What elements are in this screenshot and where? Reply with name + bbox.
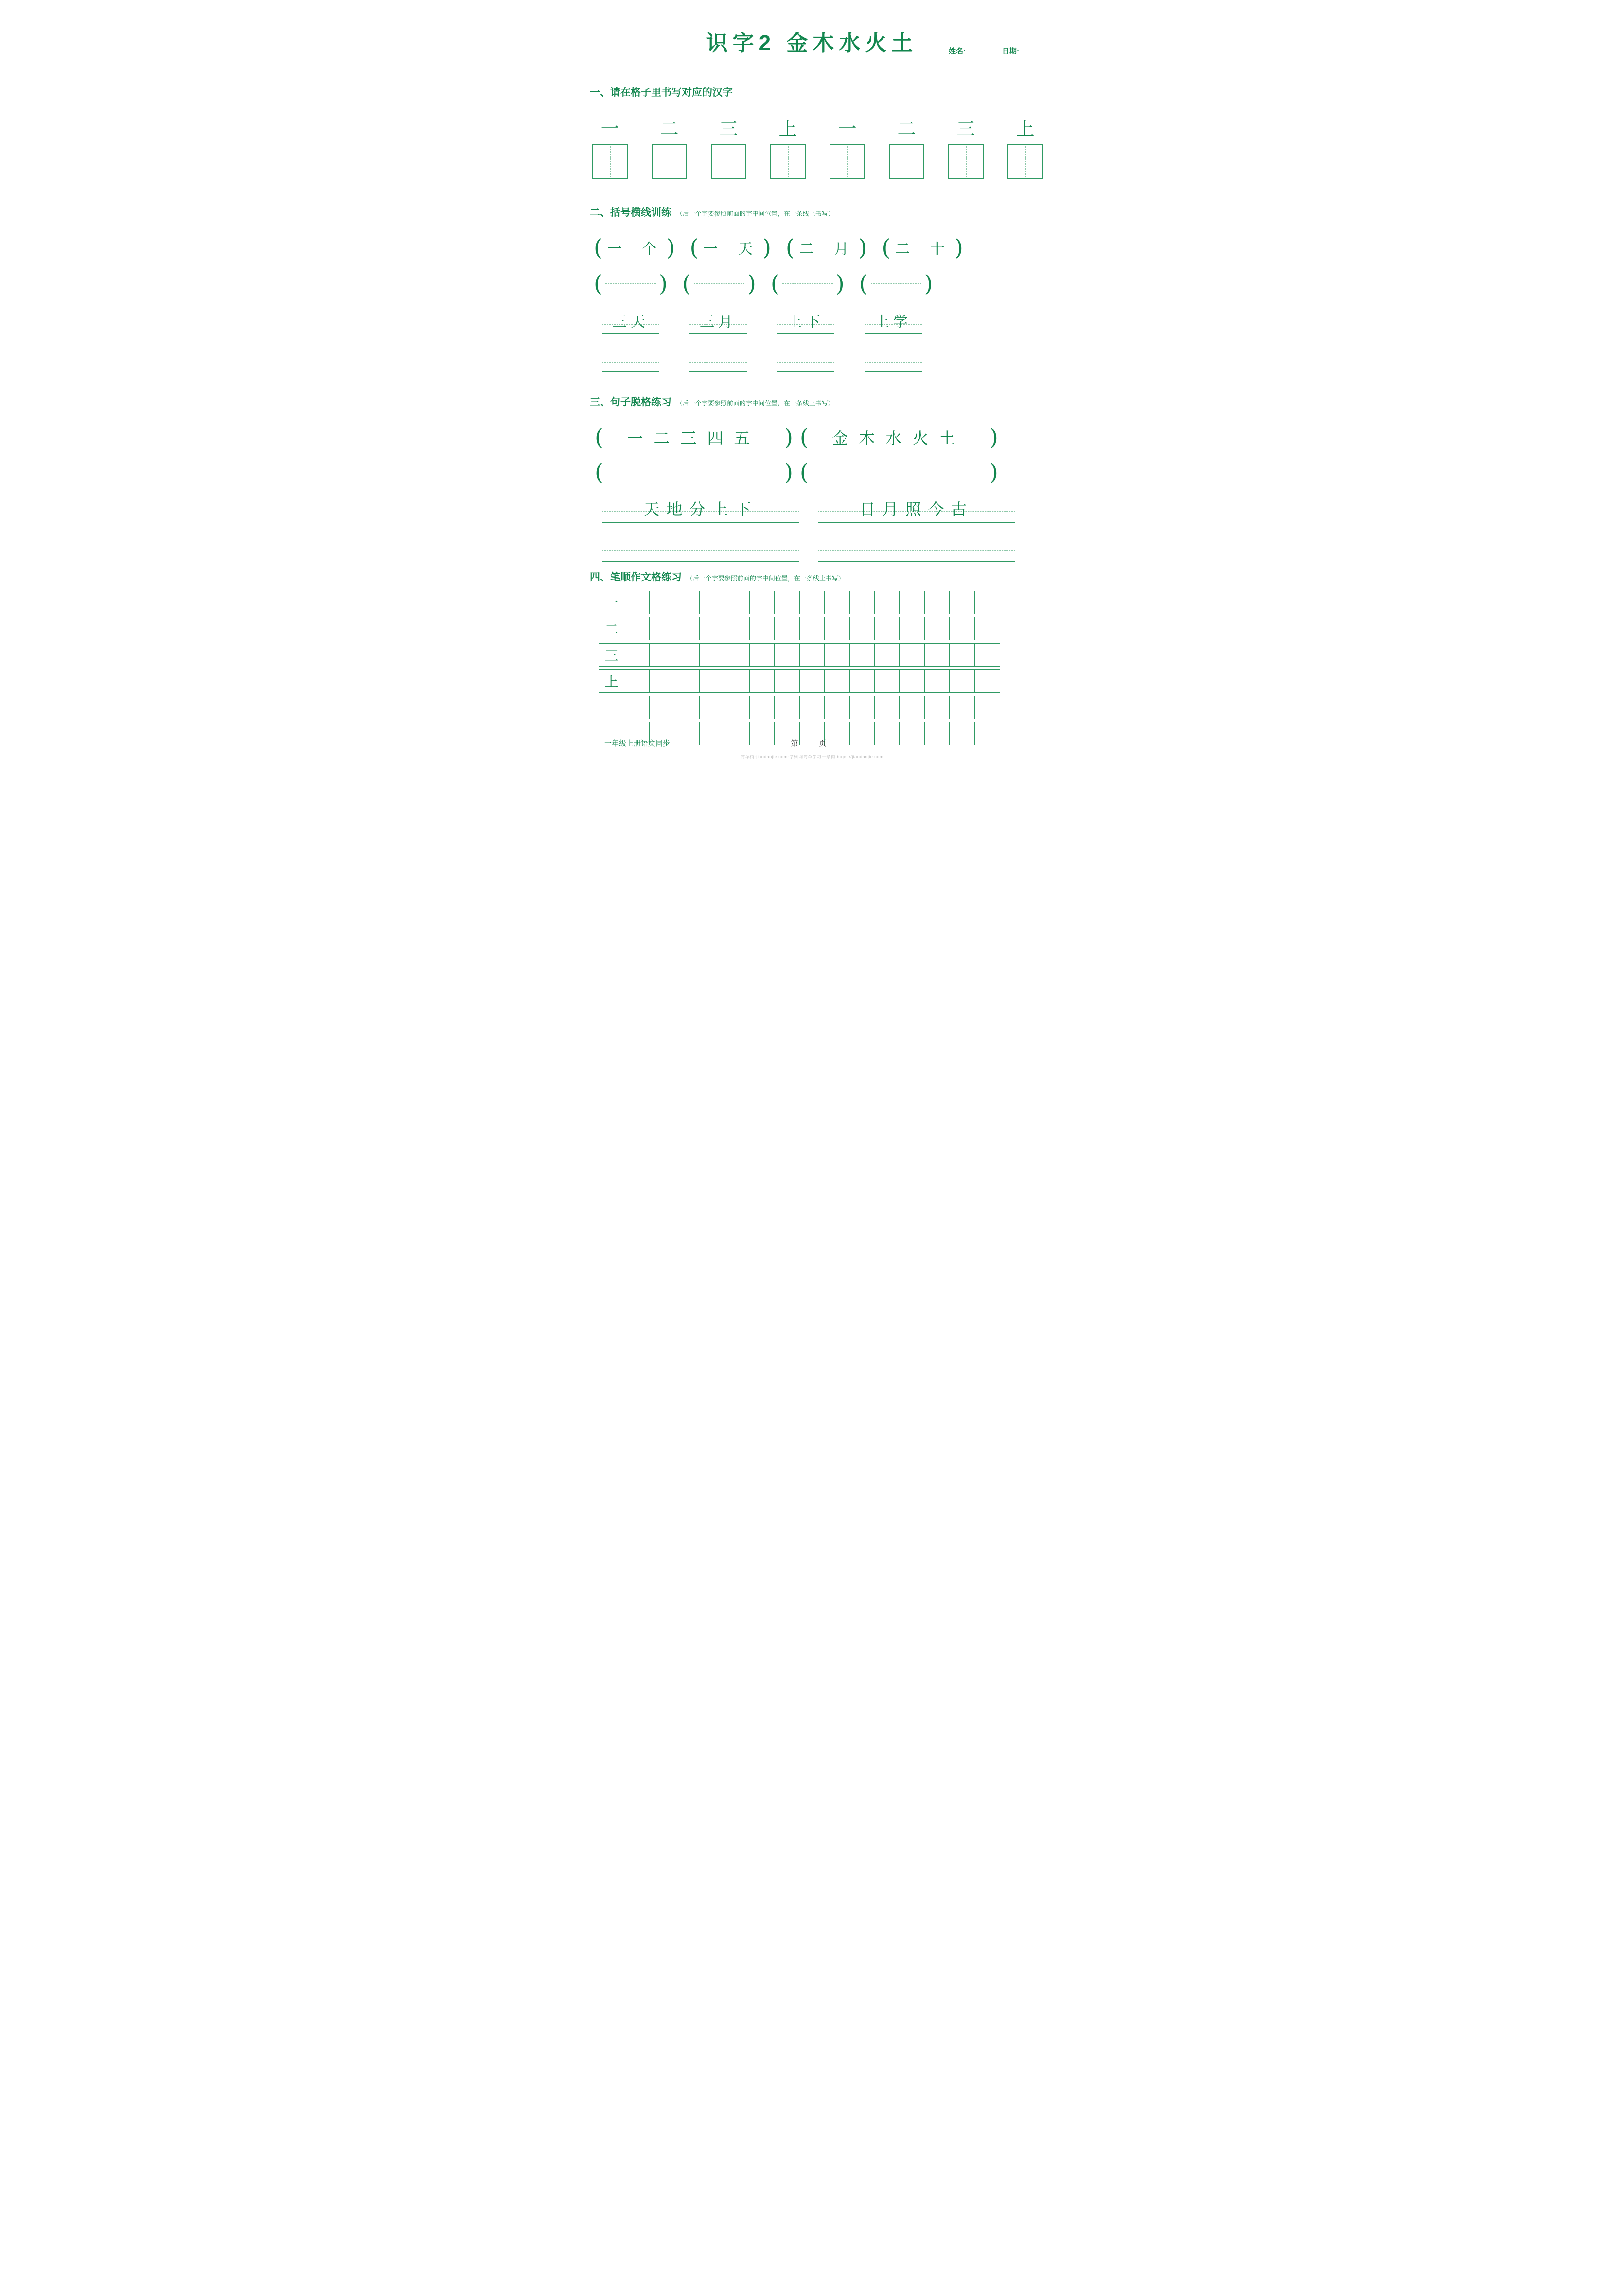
practice-column [711, 114, 746, 179]
model-sentence: 日月照今古 [859, 500, 974, 519]
footer-page-number: 第 页 [791, 739, 833, 748]
section3-heading-text: 三、句子脱格练习 [590, 397, 671, 408]
sentence-line-content [809, 424, 989, 450]
tian-grid-box [770, 144, 806, 179]
tian-grid-box [889, 144, 924, 179]
stroke-grid-cell [824, 643, 850, 667]
stroke-grid-cell [949, 696, 975, 719]
sentence-line-content [603, 424, 784, 450]
stroke-grid-row [599, 643, 1083, 667]
dashed-guide-line [602, 362, 659, 363]
blank-writing-line [865, 350, 922, 372]
stroke-grid-cell [974, 669, 1000, 693]
close-paren: ) [658, 270, 668, 297]
model-character: 一 [838, 118, 857, 140]
blank-writing-line [602, 536, 799, 562]
page-title: 识字2 金木水火土 [706, 31, 918, 55]
tian-grid-box [652, 144, 687, 179]
sentence-blank-brackets-row [595, 457, 1083, 487]
open-paren: ( [882, 234, 891, 261]
worksheet-page [541, 0, 1083, 762]
stroke-grid-cell [699, 617, 724, 640]
stroke-grid-cell [774, 669, 800, 693]
stroke-grid-cell [924, 591, 950, 614]
section-write-characters [541, 85, 1083, 179]
open-paren: ( [785, 234, 794, 261]
model-word: 三天 [612, 314, 649, 331]
bracket-word-group [689, 236, 771, 259]
sentence-bracket-group [595, 424, 793, 450]
bracket-word-group [594, 236, 675, 259]
section4-note: （后一个字要参照前面的字中间位置，在一条线上书写） [686, 575, 845, 582]
worksheet-header [541, 0, 1083, 56]
blank-writing-line [818, 536, 1015, 562]
open-paren: ( [799, 424, 809, 450]
open-paren: ( [594, 270, 602, 297]
stroke-grid-cell [849, 591, 875, 614]
section2-heading [590, 205, 1083, 219]
footer-book-title: 一年级上册语文同步 [604, 739, 671, 748]
stroke-grid-cell [674, 643, 700, 667]
practice-column [770, 114, 806, 179]
word-writing-line [689, 312, 747, 334]
stroke-grid-cell [724, 643, 750, 667]
stroke-grid-cell [849, 617, 875, 640]
section-sentence-practice [541, 394, 1083, 562]
word-blank-lines-row [602, 350, 1083, 372]
section4-heading-text: 四、笔顺作文格练习 [590, 572, 682, 583]
stroke-grid-first-cell: 三 [599, 643, 624, 667]
close-paren: ) [784, 424, 793, 450]
stroke-grid-cell [749, 696, 775, 719]
open-paren: ( [799, 459, 809, 485]
stroke-grid-cell [799, 643, 825, 667]
open-paren: ( [689, 234, 699, 261]
stroke-grid-cell [799, 669, 825, 693]
stroke-grid-cell [874, 617, 900, 640]
stroke-grid-cell [874, 696, 900, 719]
stroke-grid-cell [924, 643, 950, 667]
bracket-word-group [882, 236, 963, 259]
tian-grid-box [830, 144, 865, 179]
stroke-grid-cell [774, 617, 800, 640]
section2-heading-text: 二、括号横线训练 [590, 207, 671, 218]
stroke-grid-cell [924, 696, 950, 719]
model-word: 三月 [700, 314, 737, 331]
section-stroke-grid-practice [541, 569, 1083, 745]
stroke-grid-cell [949, 643, 975, 667]
open-paren: ( [682, 270, 691, 297]
model-character: 一 [600, 118, 619, 140]
stroke-grid-row [599, 696, 1083, 719]
model-character: 二 [897, 118, 916, 140]
stroke-grid-cell [774, 696, 800, 719]
blank-writing-line [602, 350, 659, 372]
sentence-writing-line [818, 497, 1015, 523]
stroke-grid-cell [974, 591, 1000, 614]
bracket-word: 二 月 [799, 241, 857, 258]
bracket-blank-group [771, 272, 845, 295]
stroke-grid-cell [699, 643, 724, 667]
section3-note: （后一个字要参照前面的字中间位置，在一条线上书写） [676, 400, 834, 407]
model-sentence: 金木水火土 [832, 428, 966, 448]
bracket-blank-group [594, 272, 668, 295]
dashed-writing-line [782, 283, 833, 284]
bracket-word-group [786, 236, 867, 259]
bracket-blank-row [594, 269, 1083, 298]
model-character: 上 [778, 118, 797, 140]
stroke-grid-cell [624, 617, 650, 640]
stroke-grid-cell [824, 669, 850, 693]
stroke-grid-cell [749, 669, 775, 693]
stroke-grid-cell [949, 591, 975, 614]
model-character: 三 [956, 118, 975, 140]
sentence-brackets-row [595, 422, 1083, 452]
stroke-grid-cell [899, 591, 925, 614]
stroke-grid-cell [824, 591, 850, 614]
section4-heading [590, 569, 1083, 584]
blank-line-content [603, 459, 784, 485]
open-paren: ( [859, 270, 868, 297]
stroke-grid-cell [674, 669, 700, 693]
stroke-grid-first-cell: 上 [599, 669, 624, 693]
sentence-writing-line [602, 497, 799, 523]
stroke-grid-cell [649, 617, 674, 640]
bracket-word: 一 个 [607, 241, 665, 258]
stroke-grid-cell [824, 696, 850, 719]
stroke-grid-cell [724, 669, 750, 693]
stroke-grid-cell [724, 591, 750, 614]
open-paren: ( [595, 424, 603, 450]
sentence-blank-bracket-group [595, 459, 793, 485]
practice-column [830, 114, 865, 179]
sentence-blank-bracket-group [800, 459, 998, 485]
stroke-grid-cell [699, 696, 724, 719]
practice-column [948, 114, 984, 179]
stroke-grid-cell [824, 617, 850, 640]
model-word: 上学 [875, 314, 912, 331]
blank-line-content [809, 459, 989, 485]
stroke-grid-cell [924, 669, 950, 693]
date-label: 日期: [1002, 47, 1019, 55]
model-character: 上 [1016, 118, 1035, 140]
word-writing-line [777, 312, 834, 334]
model-word: 上下 [787, 314, 824, 331]
open-paren: ( [770, 270, 779, 297]
stroke-grid-cell [649, 643, 674, 667]
dashed-guide-line [602, 550, 799, 551]
stroke-grid-cell [674, 696, 700, 719]
stroke-grid-cell [749, 591, 775, 614]
stroke-grid-cell [799, 591, 825, 614]
stroke-grid-cell [624, 696, 650, 719]
vertical-dash-guide [966, 146, 967, 177]
stroke-grid-cell [674, 591, 700, 614]
close-paren: ) [989, 459, 998, 485]
stroke-grid-cell [774, 643, 800, 667]
vertical-dash-guide [1025, 146, 1026, 177]
close-paren: ) [784, 459, 793, 485]
stroke-grid-cell [974, 696, 1000, 719]
model-character: 三 [719, 118, 738, 140]
stroke-grid-cell [949, 617, 975, 640]
bracket-words-row [594, 233, 1083, 262]
dashed-guide-line [818, 550, 1015, 551]
stroke-grid-cell [949, 669, 975, 693]
stroke-grid-cell [674, 617, 700, 640]
close-paren: ) [954, 234, 963, 261]
stroke-grid-cell [874, 643, 900, 667]
stroke-grid-cell [874, 591, 900, 614]
model-sentence: 天地分上下 [643, 500, 758, 519]
stroke-grid-first-cell [599, 696, 624, 719]
stroke-grid-cell [799, 617, 825, 640]
practice-column [592, 114, 628, 179]
stroke-grid-first-cell: 一 [599, 591, 624, 614]
tian-grid-box [1007, 144, 1043, 179]
section1-heading: 一、请在格子里书写对应的汉字 [590, 87, 733, 98]
stroke-grid-cell [899, 617, 925, 640]
stroke-grid-cell [849, 643, 875, 667]
model-sentence: 一二三四五 [627, 428, 761, 448]
word-writing-line [602, 312, 659, 334]
section3-heading [590, 394, 1083, 409]
stroke-grid [599, 591, 1083, 745]
dashed-writing-line [871, 283, 921, 284]
practice-grid-row [592, 114, 1083, 179]
stroke-grid-cell [924, 617, 950, 640]
word-lines-row [602, 312, 1083, 334]
sentence-blank-lines-row [602, 536, 1083, 562]
practice-column [1007, 114, 1043, 179]
stroke-grid-cell [649, 591, 674, 614]
dashed-writing-line [605, 283, 656, 284]
section2-note: （后一个字要参照前面的字中间位置，在一条线上书写） [676, 210, 834, 217]
stroke-grid-cell [974, 643, 1000, 667]
stroke-grid-cell [749, 643, 775, 667]
stroke-grid-cell [974, 617, 1000, 640]
dashed-writing-line [694, 283, 744, 284]
sentence-lines-row [602, 497, 1083, 523]
stroke-grid-row [599, 591, 1083, 614]
bracket-word: 二 十 [895, 241, 953, 258]
stroke-grid-cell [699, 669, 724, 693]
tian-grid-box [592, 144, 628, 179]
vertical-dash-guide [788, 146, 789, 177]
practice-column [652, 114, 687, 179]
model-character: 二 [660, 118, 679, 140]
dashed-guide-line [777, 362, 834, 363]
stroke-grid-cell [649, 696, 674, 719]
dashed-guide-line [689, 362, 747, 363]
stroke-grid-cell [624, 643, 650, 667]
stroke-grid-cell [724, 696, 750, 719]
stroke-grid-cell [774, 591, 800, 614]
blank-writing-line [689, 350, 747, 372]
vertical-dash-guide [610, 146, 611, 177]
close-paren: ) [835, 270, 845, 297]
close-paren: ) [924, 270, 933, 297]
bracket-word: 一 天 [703, 241, 760, 258]
name-label: 姓名: [949, 47, 966, 55]
vertical-dash-guide [847, 146, 848, 177]
stroke-grid-cell [899, 669, 925, 693]
close-paren: ) [747, 270, 756, 297]
close-paren: ) [666, 234, 675, 261]
footer-watermark: 简单街-jiandanjie.com-学科网简单学习一条街 https://jiandanjie.com [741, 755, 883, 759]
close-paren: ) [858, 234, 867, 261]
close-paren: ) [989, 424, 998, 450]
section-bracket-training [541, 205, 1083, 372]
dashed-guide-line [865, 362, 922, 363]
stroke-grid-cell [624, 591, 650, 614]
close-paren: ) [762, 234, 771, 261]
tian-grid-box [711, 144, 746, 179]
tian-grid-box [948, 144, 984, 179]
stroke-grid-cell [899, 696, 925, 719]
stroke-grid-cell [899, 643, 925, 667]
word-writing-line [865, 312, 922, 334]
stroke-grid-cell [724, 617, 750, 640]
open-paren: ( [595, 459, 603, 485]
stroke-grid-row [599, 669, 1083, 693]
bracket-blank-group [859, 272, 933, 295]
bracket-blank-group [682, 272, 756, 295]
stroke-grid-cell [799, 696, 825, 719]
stroke-grid-cell [849, 669, 875, 693]
stroke-grid-cell [699, 591, 724, 614]
stroke-grid-cell [624, 669, 650, 693]
stroke-grid-cell [749, 617, 775, 640]
blank-writing-line [777, 350, 834, 372]
stroke-grid-row [599, 617, 1083, 640]
practice-column [889, 114, 924, 179]
stroke-grid-cell [649, 669, 674, 693]
stroke-grid-cell [849, 696, 875, 719]
sentence-bracket-group [800, 424, 998, 450]
stroke-grid-cell [874, 669, 900, 693]
open-paren: ( [594, 234, 602, 261]
stroke-grid-first-cell: 二 [599, 617, 624, 640]
